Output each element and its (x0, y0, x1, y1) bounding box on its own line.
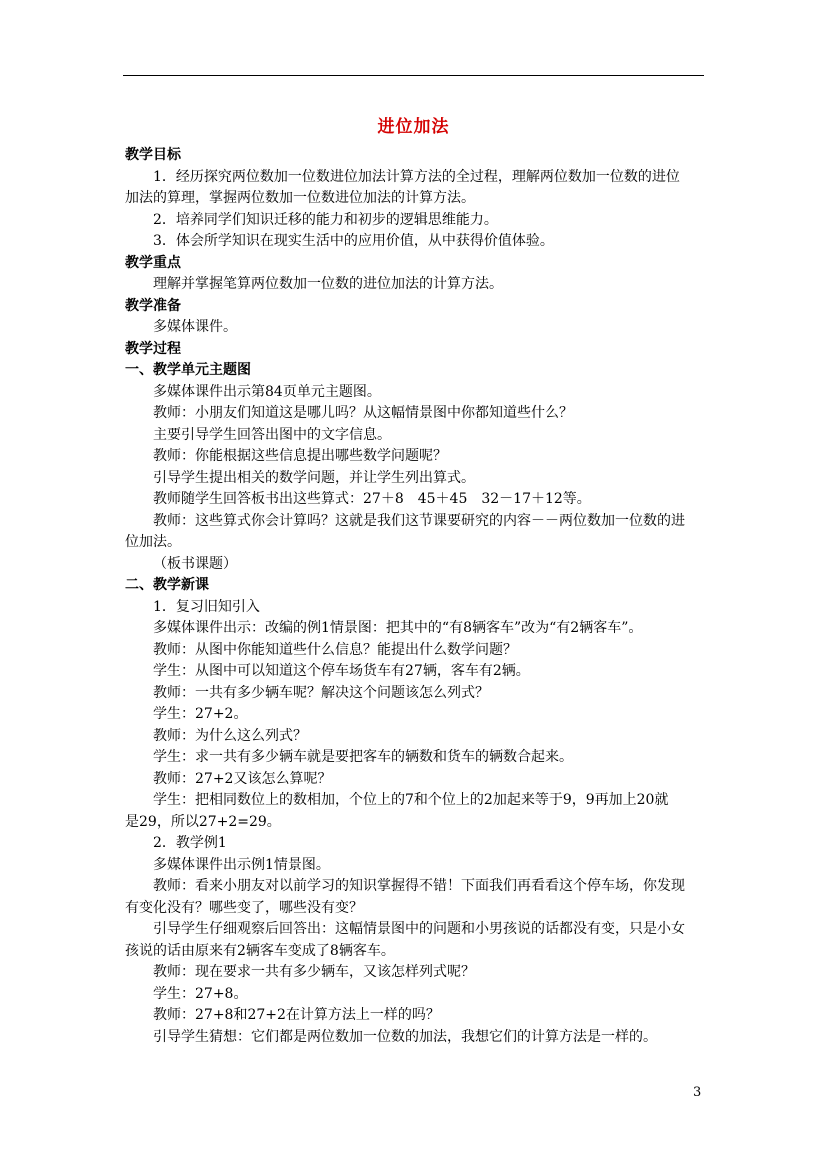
document-title: 进位加法 (377, 117, 450, 137)
section-heading: 教学准备 (125, 297, 181, 314)
text-line: 多媒体课件出示：改编的例1情景图：把其中的“有8辆客车”改为“有2辆客车”。 (153, 620, 643, 636)
text-line: 教师：从图中你能知道些什么信息？能提出什么数学问题？ (153, 641, 517, 658)
page-number: 3 (693, 1085, 702, 1100)
document-body (125, 145, 703, 1048)
text-line: 1．经历探究两位数加一位数进位加法计算方法的全过程，理解两位数加一位数的进位 (153, 168, 680, 185)
text-line: 教师：27+8和27+2在计算方法上一样的吗？ (153, 1007, 440, 1023)
text-line: 学生：27+2。 (153, 706, 248, 722)
section-heading: 二、教学新课 (125, 577, 209, 593)
text-line: 学生：求一共有多少辆车就是要把客车的辆数和货车的辆数合起来。 (153, 749, 573, 765)
text-line: 学生：把相同数位上的数相加，个位上的7和个位上的2加起来等于9，9再加上20就 (153, 792, 669, 808)
text-line: 位加法。 (125, 534, 181, 550)
header-rule (123, 75, 704, 76)
text-line: 多媒体课件出示第84页单元主题图。 (153, 383, 381, 400)
text-line: 2．培养同学们知识迁移的能力和初步的逻辑思维能力。 (153, 211, 498, 228)
text-line: 引导学生仔细观察后回答出：这幅情景图中的问题和小男孩说的话都没有变，只是小女 (153, 921, 685, 937)
text-line: 教师：小朋友们知道这是哪儿吗？从这幅情景图中你都知道些什么？ (153, 405, 573, 421)
text-line: 教师：你能根据这些信息提出哪些数学问题呢？ (153, 448, 447, 464)
text-line: （板书课题） (153, 555, 237, 572)
section-heading: 教学过程 (125, 340, 181, 357)
text-line: 引导学生提出相关的数学问题，并让学生列出算式。 (153, 469, 475, 486)
text-line: 多媒体课件。 (153, 319, 237, 335)
section-heading: 一、教学单元主题图 (125, 362, 251, 378)
text-line: 3．体会所学知识在现实生活中的应用价值，从中获得价值体验。 (153, 233, 554, 249)
text-line: 教师：27+2又该怎么算呢？ (153, 770, 332, 787)
text-line: 教师：一共有多少辆车呢？解决这个问题该怎么列式？ (153, 684, 489, 701)
text-line: 加法的算理，掌握两位数加一位数进位加法的计算方法。 (125, 190, 475, 206)
text-line: 主要引导学生回答出图中的文字信息。 (153, 426, 391, 443)
text-line: 多媒体课件出示例1情景图。 (153, 856, 330, 873)
text-line: 教师：这些算式你会计算吗？这就是我们这节课要研究的内容－－两位数加一位数的进 (153, 512, 685, 529)
text-line: 孩说的话由原来有2辆客车变成了8辆客车。 (125, 942, 395, 959)
text-line: 2．教学例1 (153, 835, 227, 851)
text-line: 教师：现在要求一共有多少辆车，又该怎样列式呢？ (153, 964, 475, 980)
text-line: 有变化没有？哪些变了，哪些没有变？ (125, 899, 363, 916)
text-line: 学生：从图中可以知道这个停车场货车有27辆，客车有2辆。 (153, 663, 530, 679)
text-line: 教师：看来小朋友对以前学习的知识掌握得不错！下面我们再看看这个停车场，你发现 (153, 878, 685, 894)
text-line: 1．复习旧知引入 (153, 598, 260, 615)
text-line: 学生：27+8。 (153, 985, 248, 1002)
text-line: 教师：为什么这么列式？ (153, 727, 307, 744)
text-line: 是29，所以27+2=29。 (125, 813, 281, 830)
section-heading: 教学重点 (125, 254, 181, 271)
text-line: 引导学生猜想：它们都是两位数加一位数的加法，我想它们的计算方法是一样的。 (153, 1028, 657, 1045)
text-line: 理解并掌握笔算两位数加一位数的进位加法的计算方法。 (153, 276, 503, 292)
text-line: 教师随学生回答板书出这些算式：27＋8 45＋45 32－17＋12等。 (153, 491, 591, 507)
section-heading: 教学目标 (125, 147, 181, 163)
